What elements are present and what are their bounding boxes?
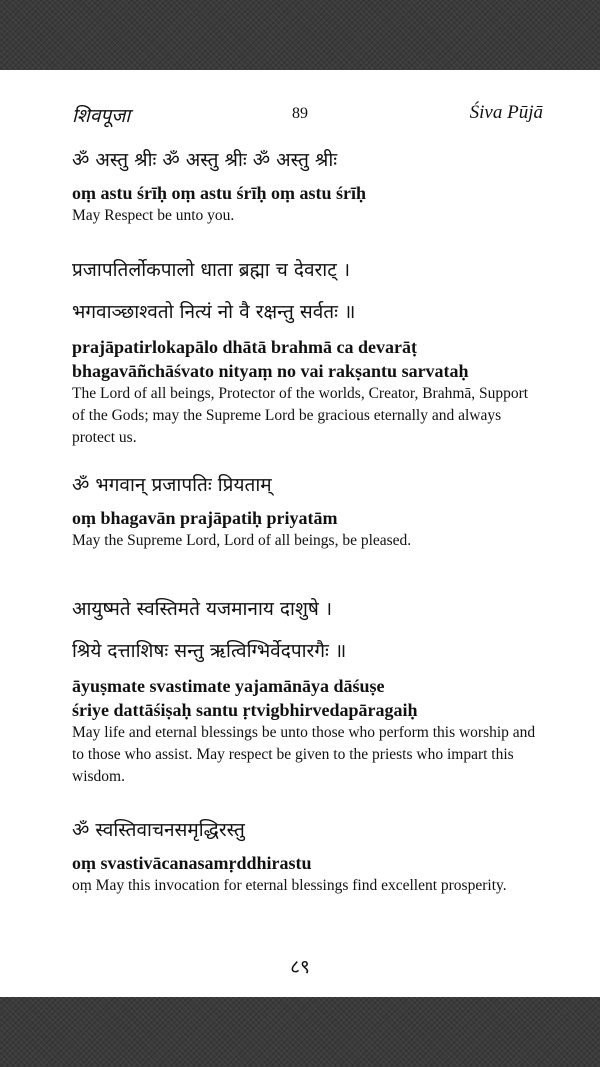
verse-5 [72, 813, 542, 897]
translation-text: The Lord of all beings, Protector of the worlds, Creator, Brahmā, Support of the Gods; may the Supreme Lord be gracious eternally and always protect us. [72, 385, 529, 446]
devanagari-line: ॐ स्वस्तिवाचनसमृद्धिरस्तु [72, 819, 245, 841]
transliteration-line: oṃ astu śrīḥ oṃ astu śrīḥ oṃ astu śrīḥ [72, 183, 367, 203]
transliteration-line: oṃ bhagavān prajāpatiḥ priyatām [72, 508, 338, 528]
transliteration-line: śriye dattāśiṣaḥ santu ṛtvigbhirvedapāragaiḥ [72, 700, 418, 720]
page-number: 89 [292, 105, 308, 122]
running-head-english: Śiva Pūjā [469, 102, 543, 123]
transliteration-line: āyuṣmate svastimate yajamānāya dāśuṣe [72, 676, 385, 696]
devanagari-line: ॐ अस्तु श्रीः ॐ अस्तु श्रीः ॐ अस्तु श्रीः [72, 149, 338, 171]
transliteration-line: bhagavāñchāśvato nityaṃ no vai rakṣantu sarvataḥ [72, 361, 469, 381]
transliteration-line: prajāpatirlokapālo dhātā brahmā ca devarāṭ [72, 337, 418, 357]
running-head-sanskrit: शिवपूजा [72, 105, 131, 127]
devanagari-line: आयुष्मते स्वस्तिमते यजमानाय दाशुषे । [72, 598, 333, 620]
translation-text: May the Supreme Lord, Lord of all beings, be pleased. [72, 532, 412, 549]
transliteration-line: oṃ svastivācanasamṛddhirastu [72, 853, 312, 873]
translation-text: oṃ May this invocation for eternal blessings find excellent prosperity. [72, 877, 507, 894]
book-page[interactable] [0, 70, 600, 997]
footer-page-number: ८९ [290, 956, 310, 978]
verse-3 [72, 468, 542, 552]
devanagari-line: प्रजापतिर्लोकपालो धाता ब्रह्मा च देवराट् । [72, 259, 351, 281]
devanagari-line: श्रिये दत्ताशिषः सन्तु ऋत्विग्भिर्वेदपारगैः ॥ [72, 640, 347, 662]
devanagari-line: ॐ भगवान् प्रजापतिः प्रियताम् [72, 474, 272, 496]
verse-4 [72, 592, 542, 788]
devanagari-line: भगवाञ्छाश्वतो नित्यं नो वै रक्षन्तु सर्वतः ॥ [72, 301, 356, 323]
translation-text: May life and eternal blessings be unto those who perform this worship and to those who assist. May respect be given to the priests who impart this wisdom. [72, 724, 536, 785]
verse-2 [72, 253, 542, 449]
top-bar [0, 0, 600, 70]
bottom-bar [0, 997, 600, 1067]
translation-text: May Respect be unto you. [72, 207, 235, 224]
verse-1 [72, 143, 542, 227]
